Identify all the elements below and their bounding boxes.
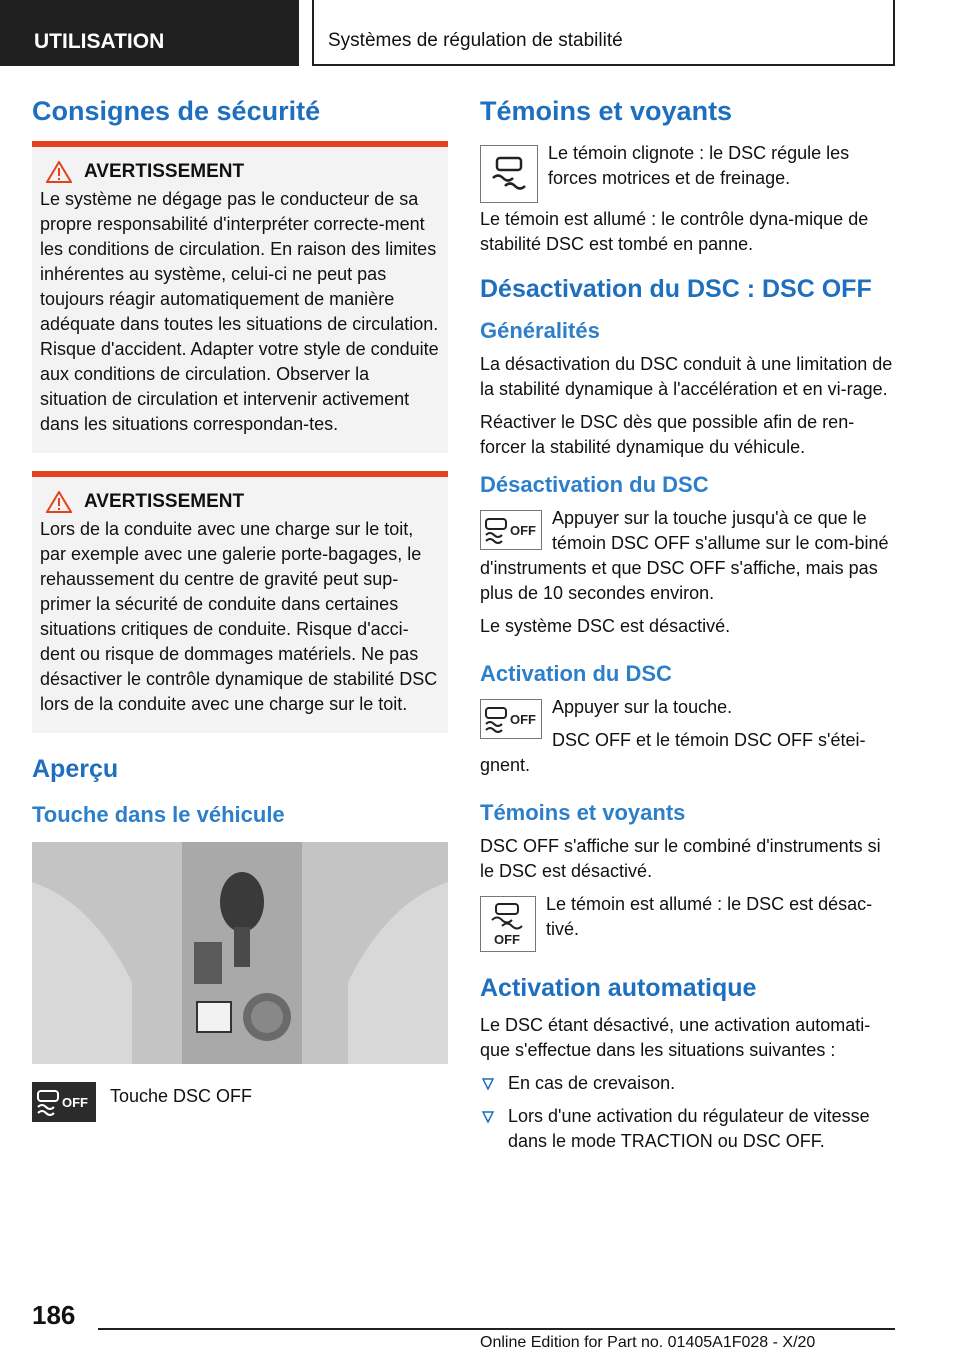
page-number: 186 — [32, 1300, 76, 1330]
general-paragraph-1: La désactivation du DSC conduit à une limitation de la stabilité dynamique à l'accélération et en vi-rage. — [480, 354, 893, 399]
activation-block — [480, 695, 894, 778]
svg-text:OFF: OFF — [510, 523, 536, 538]
warning-triangle-icon — [46, 161, 72, 183]
dsc-car-icon — [484, 900, 532, 948]
dsc-off-button-icon — [32, 1082, 96, 1122]
caption-row — [32, 1082, 448, 1122]
page-header — [0, 0, 960, 66]
list-item: Lors d'une activation du régulateur de vitesse dans le mode TRACTION ou DSC OFF. — [480, 1104, 894, 1154]
indicator-lit-text: Le témoin est allumé : le contrôle dyna-mique de stabilité DSC est tombé en panne. — [480, 209, 869, 254]
auto-activation-heading: Activation automatique — [480, 974, 757, 1002]
dsc-car-icon — [482, 513, 540, 547]
dsc-car-icon — [34, 1085, 94, 1119]
warning-text: Le système ne dégage pas le conducteur de sa propre responsabilité d'interpréter correcte-ment les conditions de circulation. En raison des limites inhérentes au système, celui-ci ne peut pas toujours réagir automatiquement de manière adéquate dans toutes les situations de circulation. Risque d'accident. Adapter votre style de conduite aux conditions de circulation. Observer la situation de circulation et intervenir activement dans les situations correspondan-tes. — [40, 189, 439, 434]
button-caption: Touche DSC OFF — [110, 1086, 253, 1106]
indicators2-paragraph-2: Le témoin est allumé : le DSC est désac-tivé. — [546, 894, 873, 939]
indicator-blink-text: Le témoin clignote : le DSC régule les forces motrices et de freinage. — [548, 143, 850, 188]
activation-paragraph-1: Appuyer sur la touche. — [552, 697, 733, 717]
left-column — [32, 96, 448, 1122]
dsc-off-button-icon — [480, 699, 542, 739]
list-item: En cas de crevaison. — [480, 1071, 894, 1096]
edition-note: Online Edition for Part no. 01405A1F028 - X/20 — [480, 1334, 816, 1351]
deactivation-paragraph-1: Appuyer sur la touche jusqu'à ce que le témoin DSC OFF s'allume sur le com-biné d'instruments et que DSC OFF s'affiche, mais pas plus de 10 secondes environ. — [480, 508, 889, 603]
bullet-triangle-icon — [482, 1078, 494, 1090]
dsc-off-indicator-icon — [480, 896, 536, 952]
svg-text:OFF: OFF — [510, 712, 536, 727]
warning-triangle-icon — [46, 491, 72, 513]
deactivation-sub-heading: Désactivation du DSC — [480, 472, 709, 497]
console-illustration — [32, 842, 448, 1064]
deactivation-paragraph-2: Le système DSC est désactivé. — [480, 616, 731, 636]
general-paragraph-2: Réactiver le DSC dès que possible afin de ren-forcer la stabilité dynamique du véhicule. — [480, 412, 855, 457]
indicators-heading: Témoins et voyants — [480, 96, 733, 126]
chapter-title: Systèmes de régulation de stabilité — [312, 0, 895, 66]
page-footer — [0, 1290, 960, 1362]
warning-text: Lors de la conduite avec une charge sur le toit, par exemple avec une galerie porte-bagages, le rehaussement du centre de gravité peut sup-primer la sécurité de conduite dans certaines situations critiques de conduite. Risque d'acci-dent ou risque de dommages matériels. Ne pas désactiver le contrôle dynamique de stabilité DSC lors de la conduite avec une charge sur le toit. — [40, 519, 438, 714]
warning-label: AVERTISSEMENT — [84, 491, 245, 512]
footer-divider — [98, 1328, 895, 1330]
warning-box-2 — [32, 471, 448, 733]
dsc-indicator-icon — [480, 145, 538, 203]
button-heading: Touche dans le véhicule — [32, 802, 285, 827]
activation-heading: Activation du DSC — [480, 661, 672, 686]
deactivation-heading: Désactivation du DSC : DSC OFF — [480, 275, 872, 303]
dsc-off-indicator-block — [480, 892, 894, 947]
warning-box-1 — [32, 141, 448, 453]
indicators2-paragraph-1: DSC OFF s'affiche sur le combiné d'instruments si le DSC est désactivé. — [480, 836, 881, 881]
bullet-triangle-icon — [482, 1111, 494, 1123]
dsc-indicator-row — [480, 141, 894, 203]
overview-heading: Aperçu — [32, 755, 119, 783]
vehicle-console-photo — [32, 842, 448, 1064]
dsc-car-icon — [482, 702, 540, 736]
dsc-off-button-icon — [480, 510, 542, 550]
svg-text:OFF: OFF — [494, 932, 520, 947]
auto-activation-list — [480, 1071, 894, 1154]
safety-heading: Consignes de sécurité — [32, 96, 321, 126]
deactivation-block — [480, 506, 894, 606]
auto-activation-paragraph: Le DSC étant désactivé, une activation automati-que s'effectue dans les situations suivantes : — [480, 1015, 871, 1060]
right-column — [480, 96, 894, 1162]
svg-text:OFF: OFF — [62, 1095, 88, 1110]
dsc-car-icon — [485, 150, 533, 198]
activation-paragraph-2: DSC OFF et le témoin DSC OFF s'étei-gnent. — [480, 730, 866, 775]
general-heading: Généralités — [480, 318, 600, 343]
warning-label: AVERTISSEMENT — [84, 161, 245, 182]
section-tab: UTILISATION — [0, 0, 299, 66]
indicators2-heading: Témoins et voyants — [480, 800, 686, 825]
